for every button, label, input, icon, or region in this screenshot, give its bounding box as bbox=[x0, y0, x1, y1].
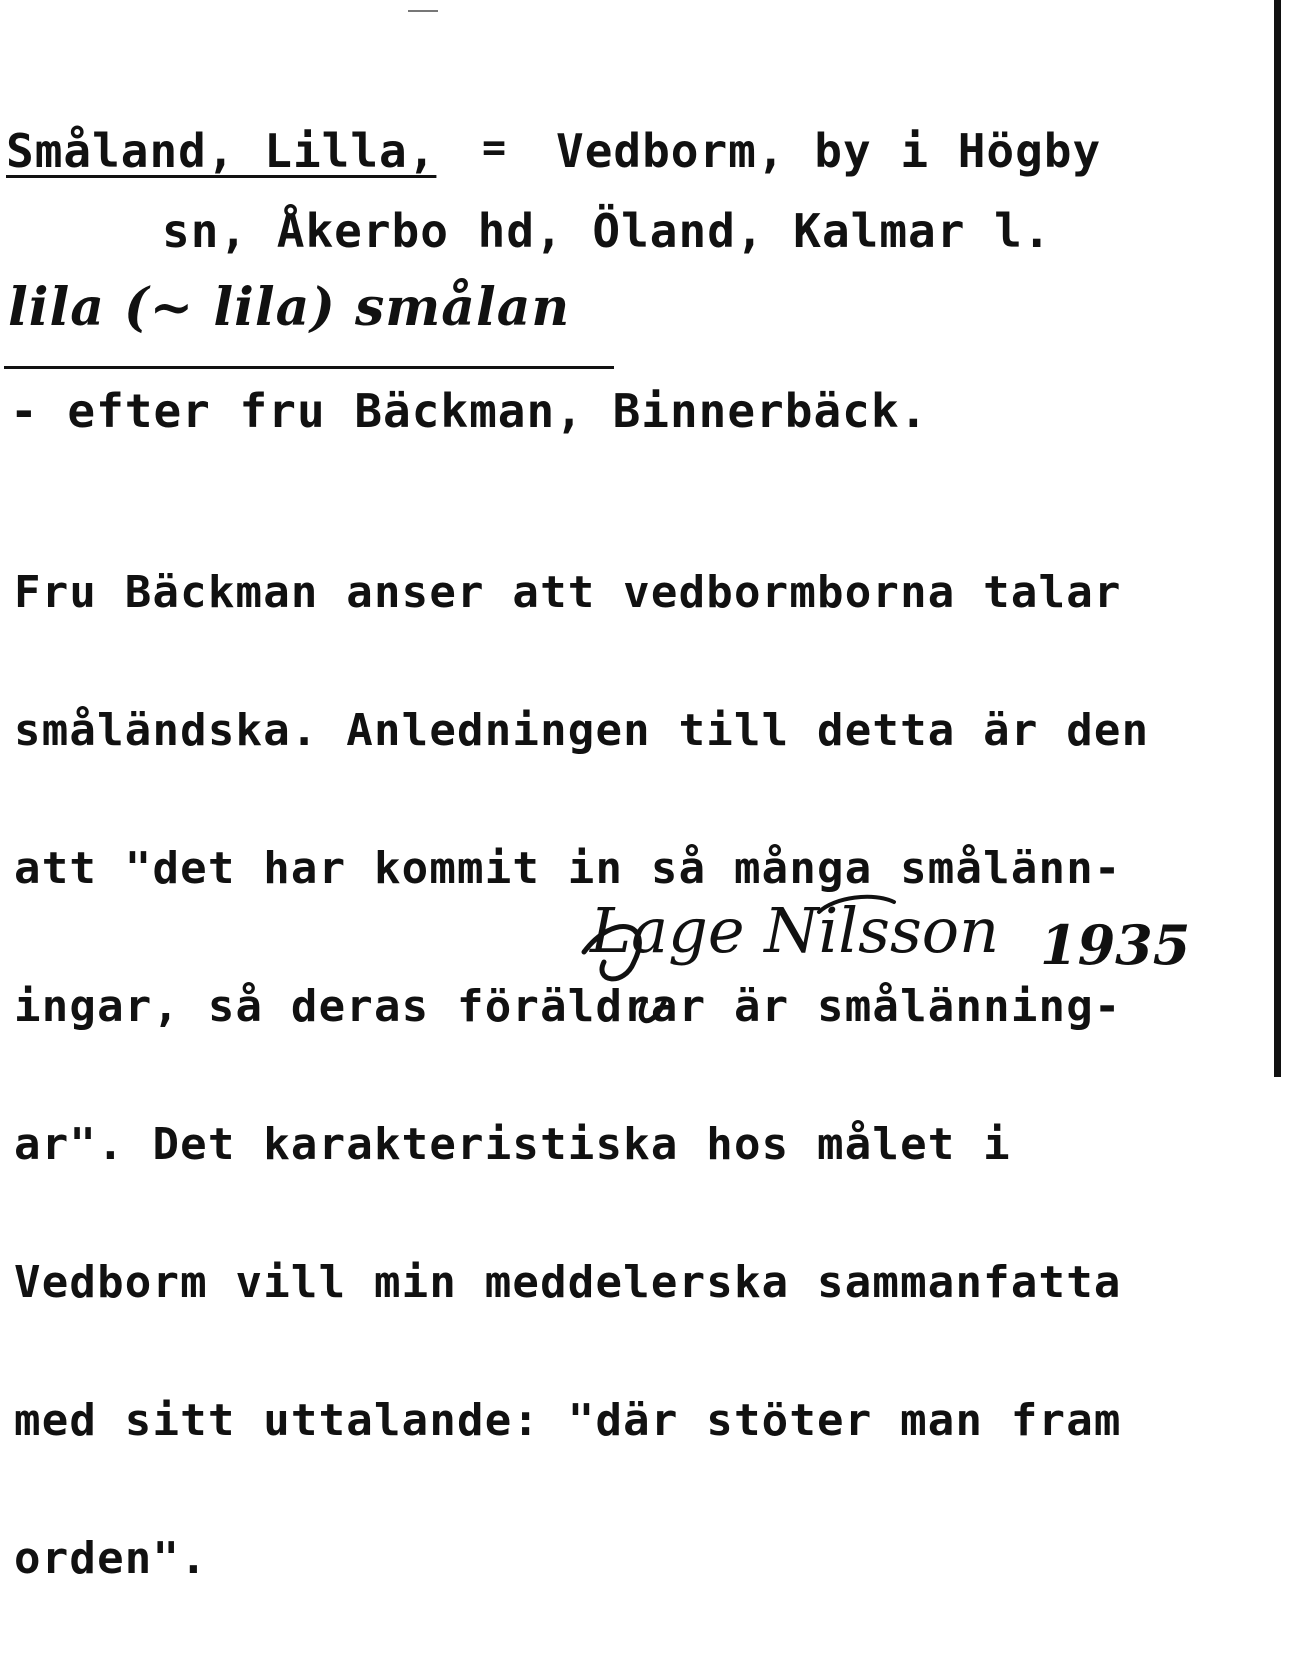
note-line: Fru Bäckman anser att vedbormborna talar bbox=[14, 567, 1122, 618]
note-line: Vedborm vill min meddelerska sammanfatta bbox=[14, 1257, 1122, 1308]
definition-line-2: sn, Åkerbo hd, Öland, Kalmar l. bbox=[162, 204, 1052, 258]
headword: Småland, Lilla, bbox=[6, 124, 437, 178]
note-text bbox=[14, 478, 1149, 1674]
pronunciation-underline bbox=[4, 366, 614, 369]
equals-sign: = bbox=[482, 125, 508, 171]
note-line: ingar, så deras föräldrar är smålänning- bbox=[14, 981, 1122, 1032]
note-line: med sitt uttalande: "där stöter man fram bbox=[14, 1395, 1122, 1446]
note-line: ar". Det karakteristiska hos målet i bbox=[14, 1119, 1011, 1170]
note-line: småländska. Anledningen till detta är den bbox=[14, 705, 1150, 756]
note-line: orden". bbox=[14, 1533, 208, 1584]
card-edge bbox=[1274, 0, 1281, 1077]
signature-year: 1935 bbox=[1040, 913, 1191, 977]
note-line: att "det har kommit in så många smålänn- bbox=[14, 843, 1122, 894]
handwritten-pronunciation: lila (~ lila) smålan bbox=[8, 277, 571, 338]
scan-mark bbox=[408, 10, 438, 12]
source-line: - efter fru Bäckman, Binnerbäck. bbox=[10, 384, 929, 438]
signature-name: Lage Nilsson bbox=[590, 894, 1000, 967]
definition-line-1: Vedborm, by i Högby bbox=[556, 124, 1102, 178]
